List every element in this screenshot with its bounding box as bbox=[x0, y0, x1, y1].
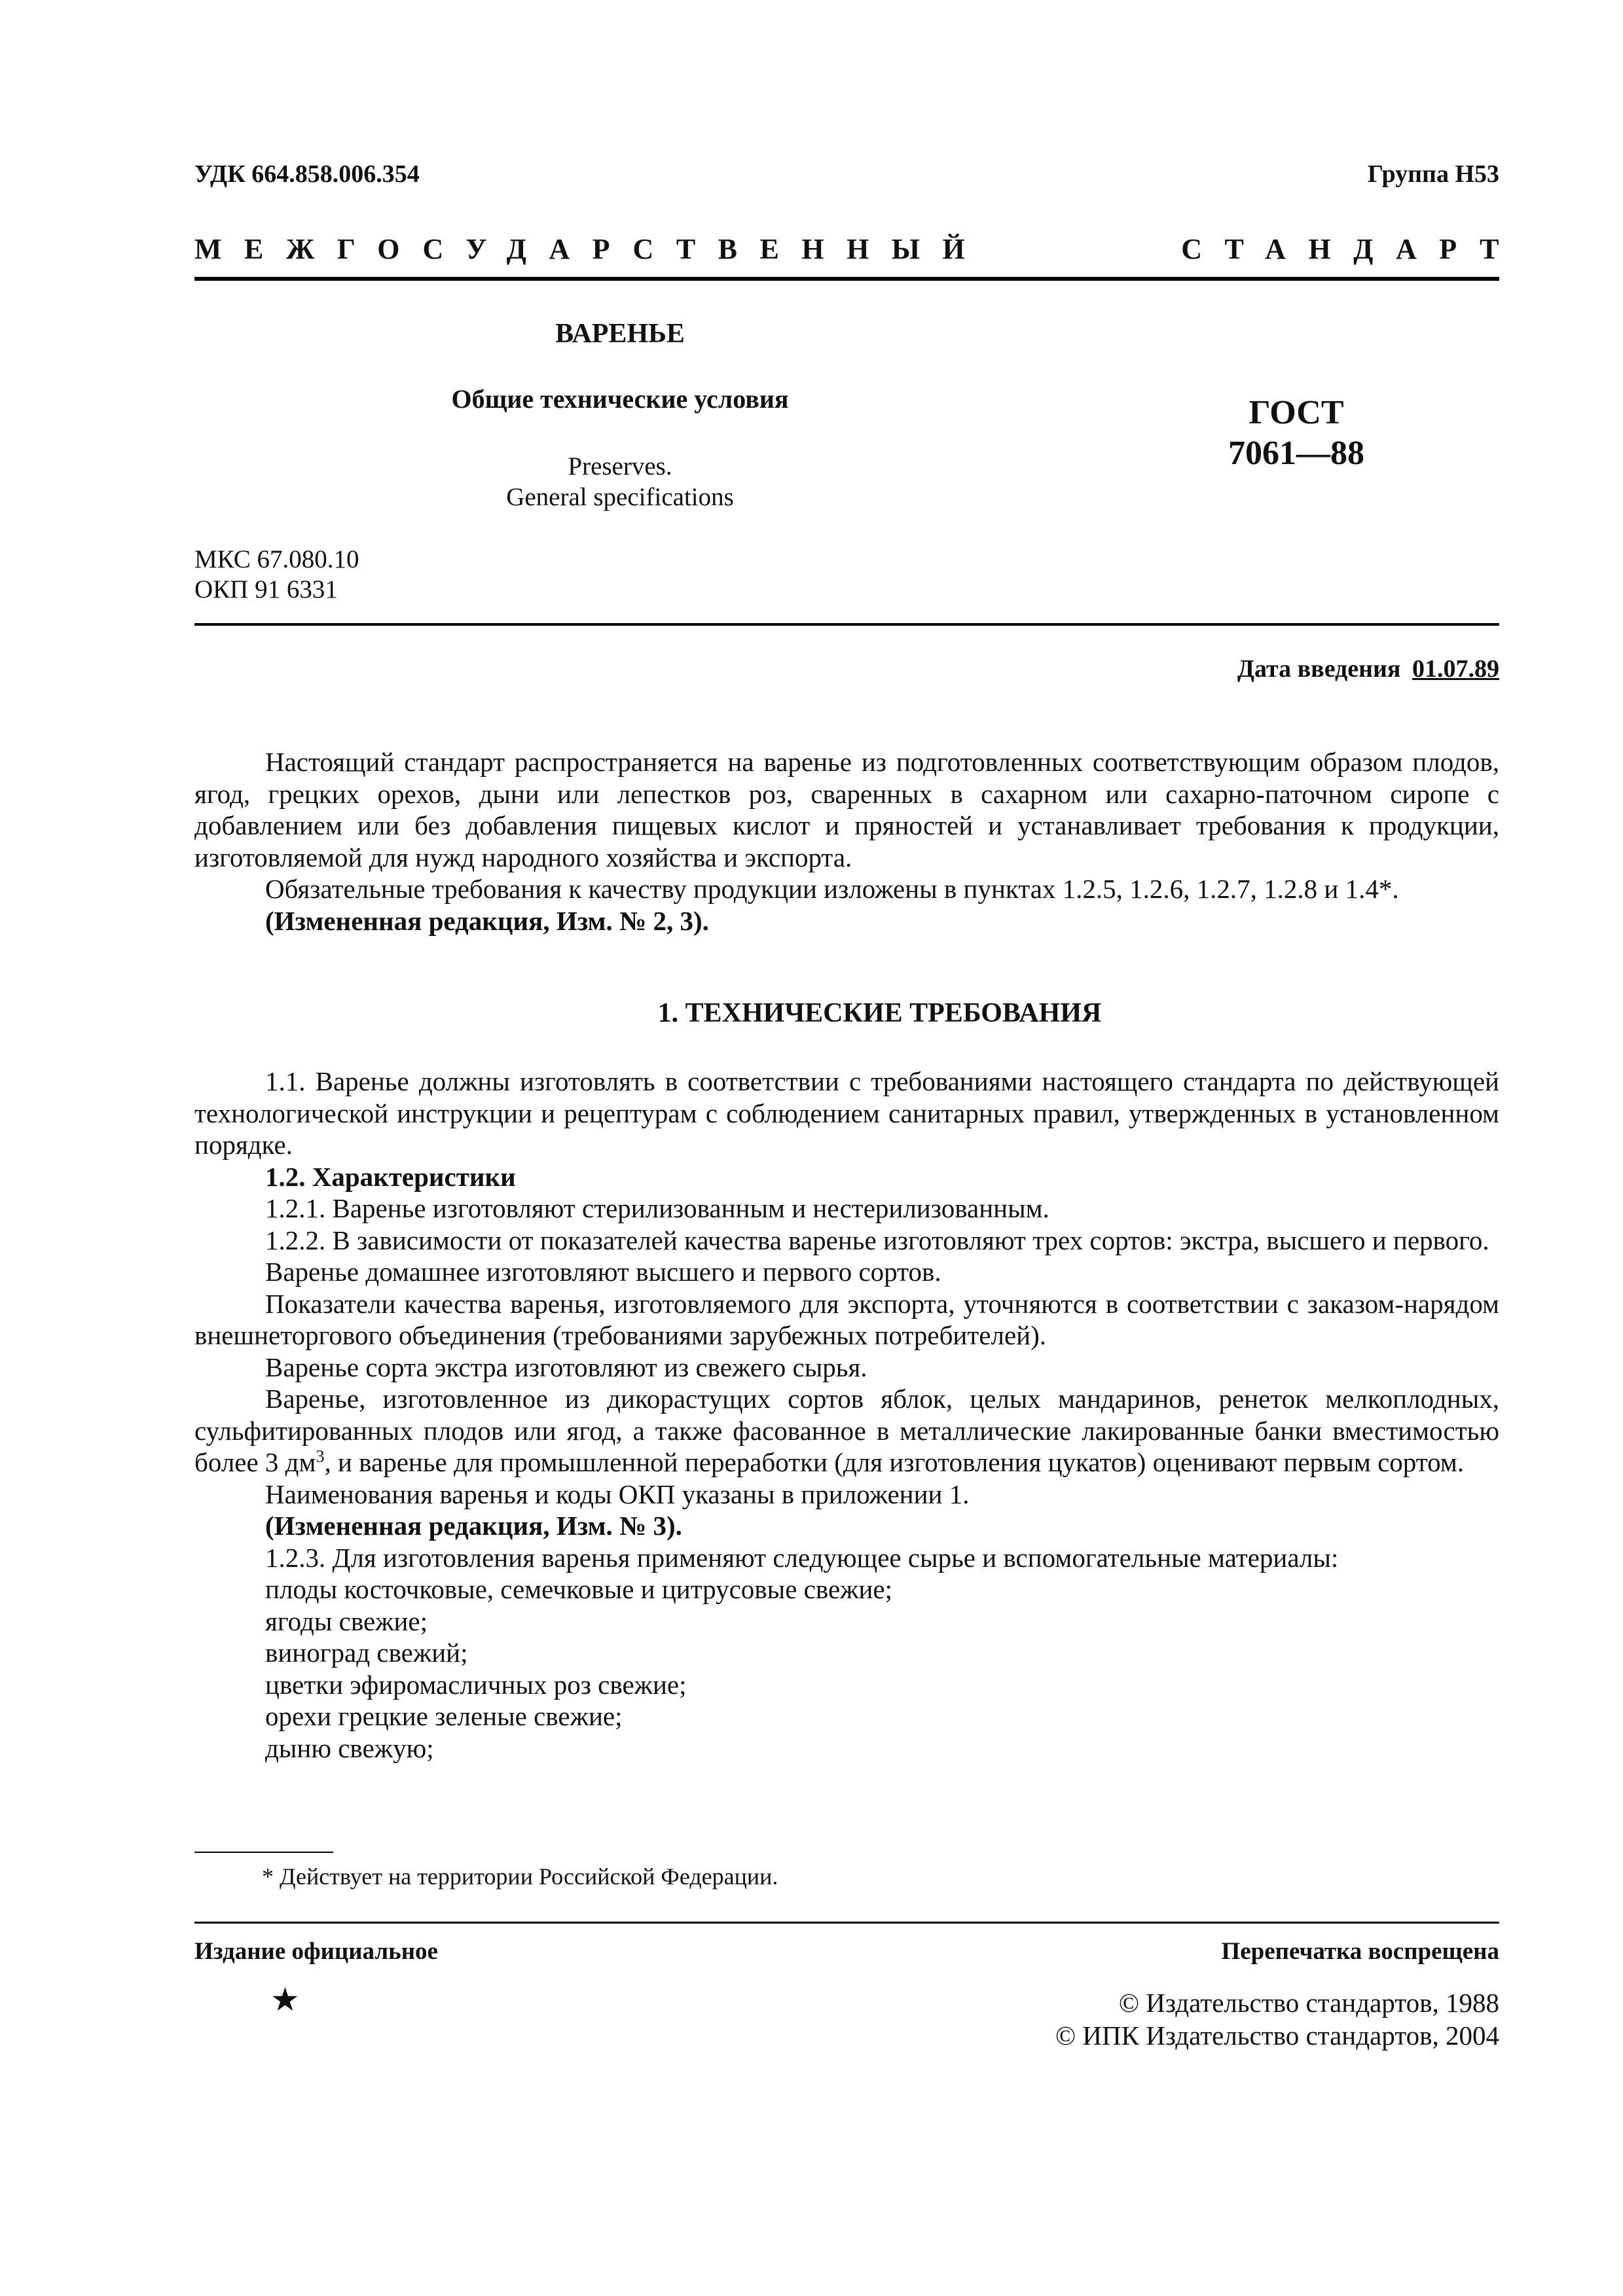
intro-date bbox=[1237, 655, 1499, 683]
intro-date-value: 01.07.89 bbox=[1412, 655, 1499, 683]
gost-label: ГОСТ bbox=[1249, 394, 1344, 431]
raw-material-item: ягоды свежие; bbox=[265, 1605, 428, 1636]
intro-date-label: Дата введения bbox=[1237, 655, 1401, 683]
clause-wild-a: Варенье, изготовленное из дикорастущих сортов яблок, целых мандаринов, ренеток мелкоплодных, сульфитированных плодов или ягод, а также фасованное в металлические лакированные банки вместимостью более 3 дм bbox=[194, 1384, 1499, 1477]
star-icon: ★ bbox=[270, 1981, 300, 2018]
raw-material-item: орехи грецкие зеленые свежие; bbox=[265, 1701, 623, 1731]
reprint-prohibited: Перепечатка воспрещена bbox=[1221, 1938, 1499, 1965]
doc-title-en-1: Preserves. bbox=[568, 452, 672, 480]
clause-1-1: 1.1. Варенье должны изготовлять в соответствии с требованиями настоящего стандарта по действующей технологической инструкции и рецептурам с соблюдением санитарных правил, утвержденных в установленном порядке. bbox=[194, 1066, 1499, 1160]
clause-export: Показатели качества варенья, изготовляемого для экспорта, уточняются в соответствии с заказом-нарядом внешнеторгового объединения (требованиями зарубежных потребителей). bbox=[194, 1288, 1499, 1350]
footnote: * Действует на территории Российской Федерации. bbox=[262, 1863, 778, 1890]
section-1-heading: 1. ТЕХНИЧЕСКИЕ ТРЕБОВАНИЯ bbox=[657, 998, 1102, 1028]
group-code: Группа Н53 bbox=[1367, 160, 1499, 188]
official-edition: Издание официальное bbox=[194, 1938, 438, 1965]
title-rule bbox=[194, 623, 1499, 626]
banner-standard: СТАНДАРТ bbox=[1181, 233, 1522, 265]
clause-1-2-heading: 1.2. Характеристики bbox=[265, 1161, 516, 1192]
clause-amendment: (Измененная редакция, Изм. № 3). bbox=[265, 1511, 682, 1541]
raw-material-item: виноград свежий; bbox=[265, 1638, 468, 1668]
doc-title-en-2: General specifications bbox=[506, 483, 734, 511]
footer-rule bbox=[194, 1922, 1499, 1924]
clause-1-2-1: 1.2.1. Варенье изготовляют стерилизованным и нестерилизованным. bbox=[265, 1193, 1049, 1223]
gost-number: 7061—88 bbox=[1228, 435, 1364, 472]
banner-interstate: МЕЖГОСУДАРСТВЕННЫЙ bbox=[194, 233, 988, 265]
clause-wild bbox=[194, 1383, 1499, 1479]
udk-code: УДК 664.858.006.354 bbox=[194, 160, 420, 188]
doc-subtitle: Общие технические условия bbox=[451, 384, 789, 414]
preamble-scope: Настоящий стандарт распространяется на варенье из подготовленных соответствующим образом плодов, ягод, грецких орехов, дыни или лепестков роз, сваренных в сахарном или сахарно-паточном сиропе с добавлением или без добавления пищевых кислот и пряностей и устанавливает требования к продукции, изготовляемой для нужд народного хозяйства и экспорта. bbox=[194, 747, 1499, 872]
preamble-amendment: (Измененная редакция, Изм. № 2, 3). bbox=[265, 905, 709, 936]
footnote-rule bbox=[194, 1852, 333, 1853]
clause-names: Наименования варенья и коды ОКП указаны в приложении 1. bbox=[265, 1479, 970, 1509]
clause-1-2-3: 1.2.3. Для изготовления варенья применяют следующее сырье и вспомогательные материалы: bbox=[265, 1542, 1339, 1573]
section-1-body bbox=[194, 1066, 1499, 1764]
copyright-1988: © Издательство стандартов, 1988 bbox=[1118, 1988, 1499, 2018]
raw-material-item: дыню свежую; bbox=[265, 1732, 434, 1763]
clause-extra: Варенье сорта экстра изготовляют из свежего сырья. bbox=[265, 1352, 867, 1382]
raw-material-item: цветки эфиромасличных роз свежие; bbox=[265, 1669, 687, 1700]
preamble bbox=[194, 746, 1499, 937]
mks-code: МКС 67.080.10 bbox=[194, 545, 359, 573]
clause-home-jam: Варенье домашнее изготовляют высшего и первого сортов. bbox=[265, 1257, 941, 1287]
raw-material-item: плоды косточковые, семечковые и цитрусовые свежие; bbox=[265, 1574, 893, 1604]
clause-wild-b: , и варенье для промышленной переработки (для изготовления цукатов) оценивают первым сортом. bbox=[324, 1447, 1465, 1477]
okp-code: ОКП 91 6331 bbox=[194, 575, 338, 603]
copyright-2004: © ИПК Издательство стандартов, 2004 bbox=[1055, 2020, 1499, 2051]
header-rule bbox=[194, 277, 1499, 281]
clause-1-2-2: 1.2.2. В зависимости от показателей качества варенье изготовляют трех сортов: экстра, высшего и первого. bbox=[265, 1225, 1489, 1255]
clause-wild-sup: 3 bbox=[316, 1446, 325, 1466]
preamble-mandatory: Обязательные требования к качеству продукции изложены в пунктах 1.2.5, 1.2.6, 1.2.7, 1.2.8 и 1.4*. bbox=[265, 874, 1399, 904]
doc-title: ВАРЕНЬЕ bbox=[555, 319, 685, 349]
